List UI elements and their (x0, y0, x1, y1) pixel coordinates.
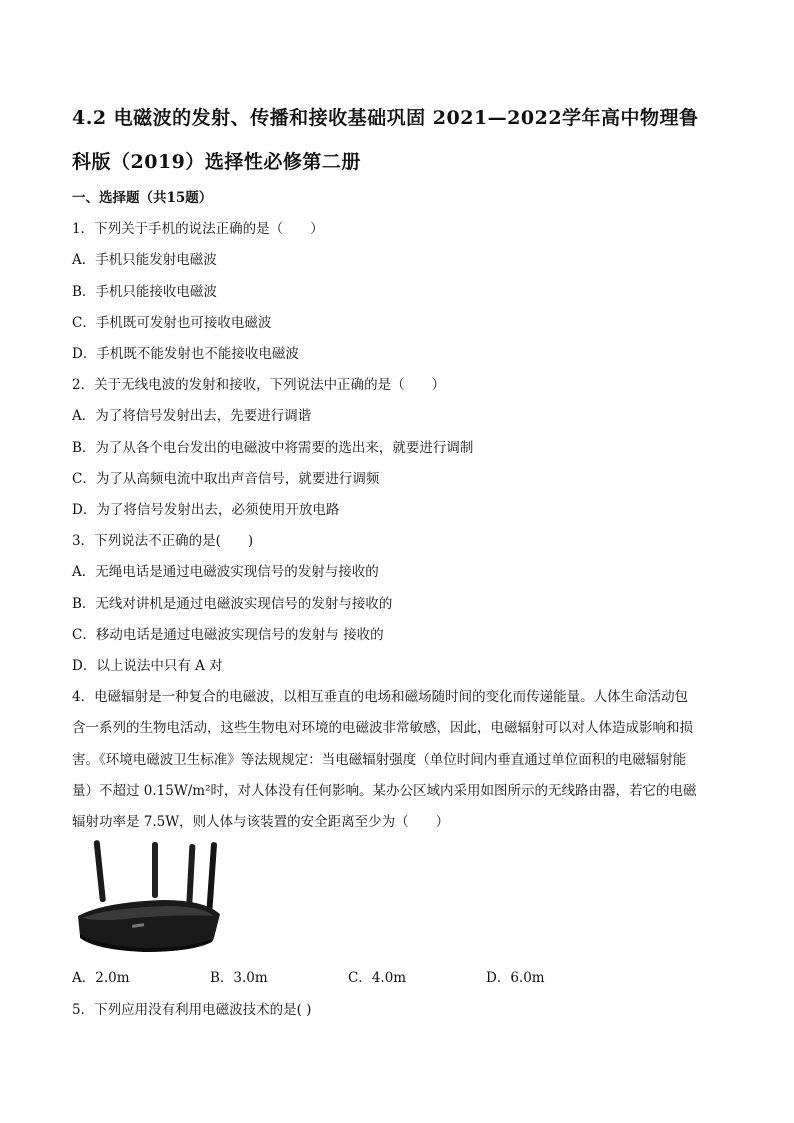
q4-stem-line-3: 害。《环境电磁波卫生标准》等法规规定：当电磁辐射强度（单位时间内垂直通过单位面积的电磁辐射能 (72, 752, 687, 768)
title-line-1: 4.2 电磁波的发射、传播和接收基础巩固 2021—2022学年高中物理鲁 (72, 107, 699, 129)
q5-stem: 5．下列应用没有利用电磁波技术的是( ) (72, 1002, 312, 1018)
q4-option-c: C．4.0m (348, 970, 407, 986)
title-line-2: 科版（2019）选择性必修第二册 (72, 151, 361, 173)
q2-stem: 2．关于无线电波的发射和接收，下列说法中正确的是（ ） (72, 377, 446, 393)
q3-stem: 3．下列说法不正确的是( ) (72, 533, 254, 549)
document-title (72, 96, 732, 184)
q3-option-d: D．以上说法中只有 A 对 (72, 658, 223, 674)
q4-stem-line-4: 量）不超过 0.15W/m²时，对人体没有任何影响。某办公区域内采用如图所示的无线路由器，若它的电磁 (72, 783, 697, 799)
q4-stem-line-2: 含一系列的生物电活动，这些生物电对环境的电磁波非常敏感，因此，电磁辐射可以对人体造成影响和损 (72, 720, 693, 736)
q3-option-c: C．移动电话是通过电磁波实现信号的发射与 接收的 (72, 627, 384, 643)
q1-option-c: C．手机既可发射也可接收电磁波 (72, 315, 272, 331)
q3-option-a: A．无绳电话是通过电磁波实现信号的发射与接收的 (72, 564, 379, 580)
q2-option-d: D．为了将信号发射出去，必须使用开放电路 (72, 502, 340, 518)
q3-option-b: B．无线对讲机是通过电磁波实现信号的发射与接收的 (72, 596, 393, 612)
section-heading: 一、选择题（共15题） (72, 190, 213, 206)
q4-stem-line-1: 4．电磁辐射是一种复合的电磁波，以相互垂直的电场和磁场随时间的变化而传递能量。人体生命活动包 (72, 689, 689, 705)
q1-option-a: A．手机只能发射电磁波 (72, 252, 217, 268)
q4-stem-line-5: 辐射功率是 7.5W，则人体与该装置的安全距离至少为（ ） (72, 814, 450, 830)
q1-option-d: D．手机既不能发射也不能接收电磁波 (72, 346, 299, 362)
q2-option-a: A．为了将信号发射出去，先要进行调谐 (72, 408, 312, 424)
q1-option-b: B．手机只能接收电磁波 (72, 284, 217, 300)
q2-option-b: B．为了从各个电台发出的电磁波中将需要的选出来，就要进行调制 (72, 440, 474, 456)
q4-option-a: A．2.0m (72, 970, 130, 986)
q4-option-b: B．3.0m (210, 970, 268, 986)
q2-option-c: C．为了从高频电流中取出声音信号，就要进行调频 (72, 471, 380, 487)
q4-option-d: D．6.0m (486, 970, 545, 986)
q1-stem: 1．下列关于手机的说法正确的是（ ） (72, 221, 324, 237)
q4-options (72, 966, 632, 986)
wireless-router-image (74, 838, 224, 956)
